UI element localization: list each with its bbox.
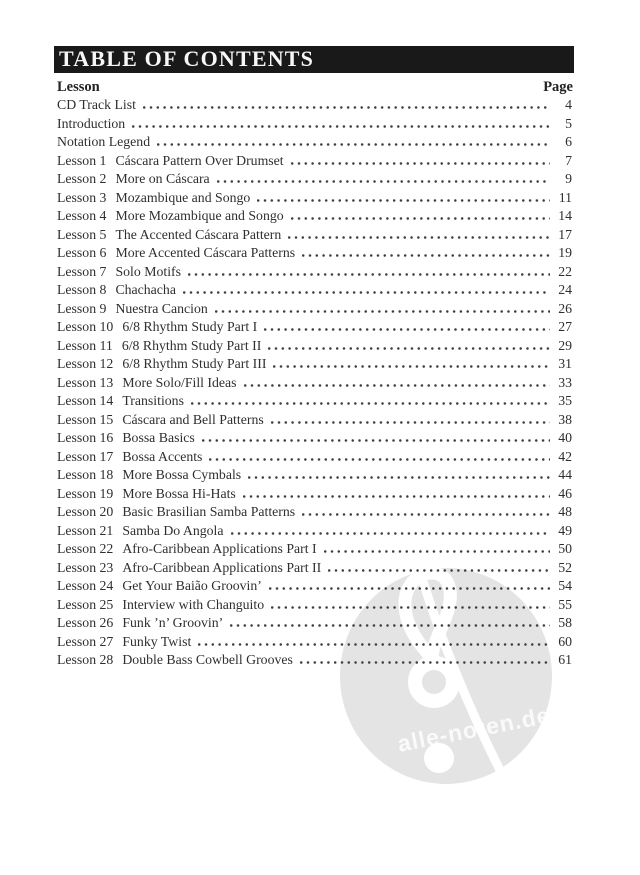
toc-row — [57, 170, 572, 189]
lesson-number: Lesson 26 — [57, 615, 114, 630]
toc-row — [57, 411, 572, 430]
page-number: 7 — [565, 152, 572, 168]
toc-row — [57, 651, 572, 670]
toc-row — [57, 503, 572, 522]
lesson-title: Afro-Caribbean Applications Part I — [122, 541, 317, 556]
lesson-title: 6/8 Rhythm Study Part II — [121, 337, 262, 353]
page-number: 35 — [558, 393, 572, 408]
lesson-number: Lesson 24 — [57, 578, 114, 593]
toc-row — [57, 540, 572, 559]
page-number: 22 — [558, 263, 572, 279]
page-number: 60 — [558, 633, 572, 649]
lesson-title: More on Cáscara — [115, 171, 210, 186]
lesson-number: Lesson 2 — [57, 171, 107, 186]
toc-row — [57, 226, 572, 245]
page-number: 54 — [558, 578, 572, 593]
lesson-title: Get Your Baião Groovin’ — [122, 578, 262, 593]
column-header-page: Page — [543, 79, 573, 95]
lesson-title: More Mozambique and Songo — [115, 208, 284, 223]
lesson-title: 6/8 Rhythm Study Part III — [122, 356, 267, 371]
lesson-title: CD Track List — [57, 97, 136, 112]
lesson-number: Lesson 7 — [57, 263, 107, 279]
toc-row — [57, 337, 572, 356]
page-number: 55 — [558, 596, 572, 612]
dot-leader — [230, 624, 550, 627]
title-bar — [54, 46, 574, 73]
dot-leader — [328, 569, 550, 572]
dot-leader — [191, 402, 550, 405]
toc-row — [57, 133, 572, 152]
page-number: 61 — [558, 652, 572, 667]
lesson-title: Interview with Changuito — [122, 596, 265, 612]
page-number: 4 — [565, 97, 572, 112]
toc-row — [57, 466, 572, 485]
toc-row — [57, 189, 572, 208]
lesson-title: Solo Motifs — [115, 263, 181, 279]
lesson-title: Cáscara and Bell Patterns — [122, 411, 264, 427]
toc-row — [57, 281, 572, 300]
lesson-number: Lesson 9 — [57, 300, 107, 316]
page-number: 17 — [558, 226, 572, 242]
lesson-number: Lesson 1 — [57, 152, 107, 168]
page-number: 31 — [558, 356, 572, 371]
toc-row — [57, 614, 572, 633]
lesson-number: Lesson 22 — [57, 541, 114, 556]
lesson-title: 6/8 Rhythm Study Part I — [122, 319, 258, 334]
lesson-title: Basic Brasilian Samba Patterns — [122, 504, 296, 519]
dot-leader — [209, 458, 550, 461]
lesson-title: Bossa Basics — [122, 430, 195, 445]
lesson-title: Mozambique and Songo — [115, 189, 251, 205]
lesson-title: More Bossa Cymbals — [122, 467, 242, 482]
page-number: 48 — [558, 504, 572, 519]
lesson-title: Afro-Caribbean Applications Part II — [122, 559, 322, 575]
toc-row — [57, 244, 572, 263]
toc-list — [57, 96, 572, 670]
page-number: 29 — [558, 337, 572, 353]
lesson-title: More Accented Cáscara Patterns — [115, 245, 296, 260]
toc-row — [57, 392, 572, 411]
lesson-number: Lesson 14 — [57, 393, 114, 408]
dot-leader — [268, 347, 550, 350]
page-number: 58 — [558, 615, 572, 630]
page-number: 24 — [558, 282, 572, 297]
dot-leader — [183, 291, 550, 294]
lesson-title: Introduction — [57, 115, 126, 131]
lesson-title: Funky Twist — [122, 633, 192, 649]
lesson-title: Cáscara Pattern Over Drumset — [115, 152, 284, 168]
page-title: TABLE OF CONTENTS — [59, 46, 315, 71]
lesson-number: Lesson 21 — [57, 522, 114, 538]
lesson-title: Funk ’n’ Groovin’ — [122, 615, 224, 630]
lesson-number: Lesson 10 — [57, 319, 114, 334]
dot-leader — [244, 384, 550, 387]
dot-leader — [188, 273, 550, 276]
lesson-title: Bossa Accents — [122, 448, 203, 464]
lesson-number: Lesson 18 — [57, 467, 114, 482]
toc-row — [57, 152, 572, 171]
page-number: 33 — [558, 374, 572, 390]
dot-leader — [243, 495, 550, 498]
dot-leader — [231, 532, 550, 535]
page-number: 14 — [558, 208, 572, 223]
page-number: 38 — [558, 411, 572, 427]
toc-row — [57, 263, 572, 282]
page-number: 5 — [565, 115, 572, 131]
lesson-number: Lesson 11 — [57, 337, 113, 353]
dot-leader — [157, 143, 550, 146]
lesson-number: Lesson 20 — [57, 504, 114, 519]
page-number: 49 — [558, 522, 572, 538]
dot-leader — [269, 587, 550, 590]
lesson-number: Lesson 28 — [57, 652, 114, 667]
page-number: 50 — [558, 541, 572, 556]
toc-row — [57, 115, 572, 134]
dot-leader — [132, 125, 550, 128]
toc-row — [57, 207, 572, 226]
page-number: 9 — [565, 171, 572, 186]
dot-leader — [202, 439, 550, 442]
column-header-lesson: Lesson — [57, 79, 100, 95]
lesson-number: Lesson 17 — [57, 448, 114, 464]
dot-leader — [143, 106, 550, 109]
page-number: 40 — [558, 430, 572, 445]
lesson-number: Lesson 13 — [57, 374, 114, 390]
lesson-number: Lesson 3 — [57, 189, 107, 205]
dot-leader — [273, 365, 550, 368]
page-number: 52 — [558, 559, 572, 575]
lesson-number: Lesson 12 — [57, 356, 114, 371]
lesson-title: More Bossa Hi-Hats — [122, 485, 236, 501]
lesson-title: Double Bass Cowbell Grooves — [122, 652, 293, 667]
lesson-number: Lesson 6 — [57, 245, 107, 260]
page-number: 26 — [558, 300, 572, 316]
toc-row — [57, 559, 572, 578]
lesson-number: Lesson 27 — [57, 633, 114, 649]
toc-row — [57, 429, 572, 448]
dot-leader — [271, 606, 550, 609]
toc-row — [57, 633, 572, 652]
toc-row — [57, 522, 572, 541]
lesson-title: Transitions — [122, 393, 184, 408]
lesson-number: Lesson 19 — [57, 485, 114, 501]
lesson-number: Lesson 4 — [57, 208, 107, 223]
page-number: 19 — [558, 245, 572, 260]
dot-leader — [302, 254, 550, 257]
toc-row — [57, 355, 572, 374]
lesson-title: Nuestra Cancion — [115, 300, 208, 316]
column-headers — [57, 79, 573, 96]
dot-leader — [198, 643, 550, 646]
dot-leader — [215, 310, 550, 313]
dot-leader — [271, 421, 550, 424]
lesson-title: Notation Legend — [57, 134, 151, 149]
dot-leader — [300, 661, 550, 664]
page-number: 46 — [558, 485, 572, 501]
lesson-title: Chachacha — [115, 282, 176, 297]
dot-leader — [302, 513, 550, 516]
page-number: 42 — [558, 448, 572, 464]
toc-row — [57, 96, 572, 115]
toc-row — [57, 318, 572, 337]
lesson-number: Lesson 16 — [57, 430, 114, 445]
dot-leader — [248, 476, 550, 479]
dot-leader — [324, 550, 550, 553]
lesson-number: Lesson 23 — [57, 559, 114, 575]
page-number: 11 — [558, 189, 572, 205]
lesson-title: The Accented Cáscara Pattern — [115, 226, 282, 242]
toc-row — [57, 485, 572, 504]
lesson-title: More Solo/Fill Ideas — [122, 374, 237, 390]
toc-row — [57, 374, 572, 393]
lesson-number: Lesson 8 — [57, 282, 107, 297]
page-number: 6 — [565, 134, 572, 149]
dot-leader — [264, 328, 550, 331]
lesson-title: Samba Do Angola — [122, 522, 224, 538]
toc-row — [57, 577, 572, 596]
dot-leader — [257, 199, 550, 202]
page-number: 27 — [558, 319, 572, 334]
lesson-number: Lesson 15 — [57, 411, 114, 427]
dot-leader — [291, 217, 550, 220]
dot-leader — [291, 162, 550, 165]
watermark-text: alle-noten.de — [395, 701, 553, 757]
page-number: 44 — [558, 467, 572, 482]
dot-leader — [217, 180, 550, 183]
toc-row — [57, 596, 572, 615]
toc-row — [57, 300, 572, 319]
dot-leader — [288, 236, 550, 239]
lesson-number: Lesson 25 — [57, 596, 114, 612]
toc-row — [57, 448, 572, 467]
lesson-number: Lesson 5 — [57, 226, 107, 242]
